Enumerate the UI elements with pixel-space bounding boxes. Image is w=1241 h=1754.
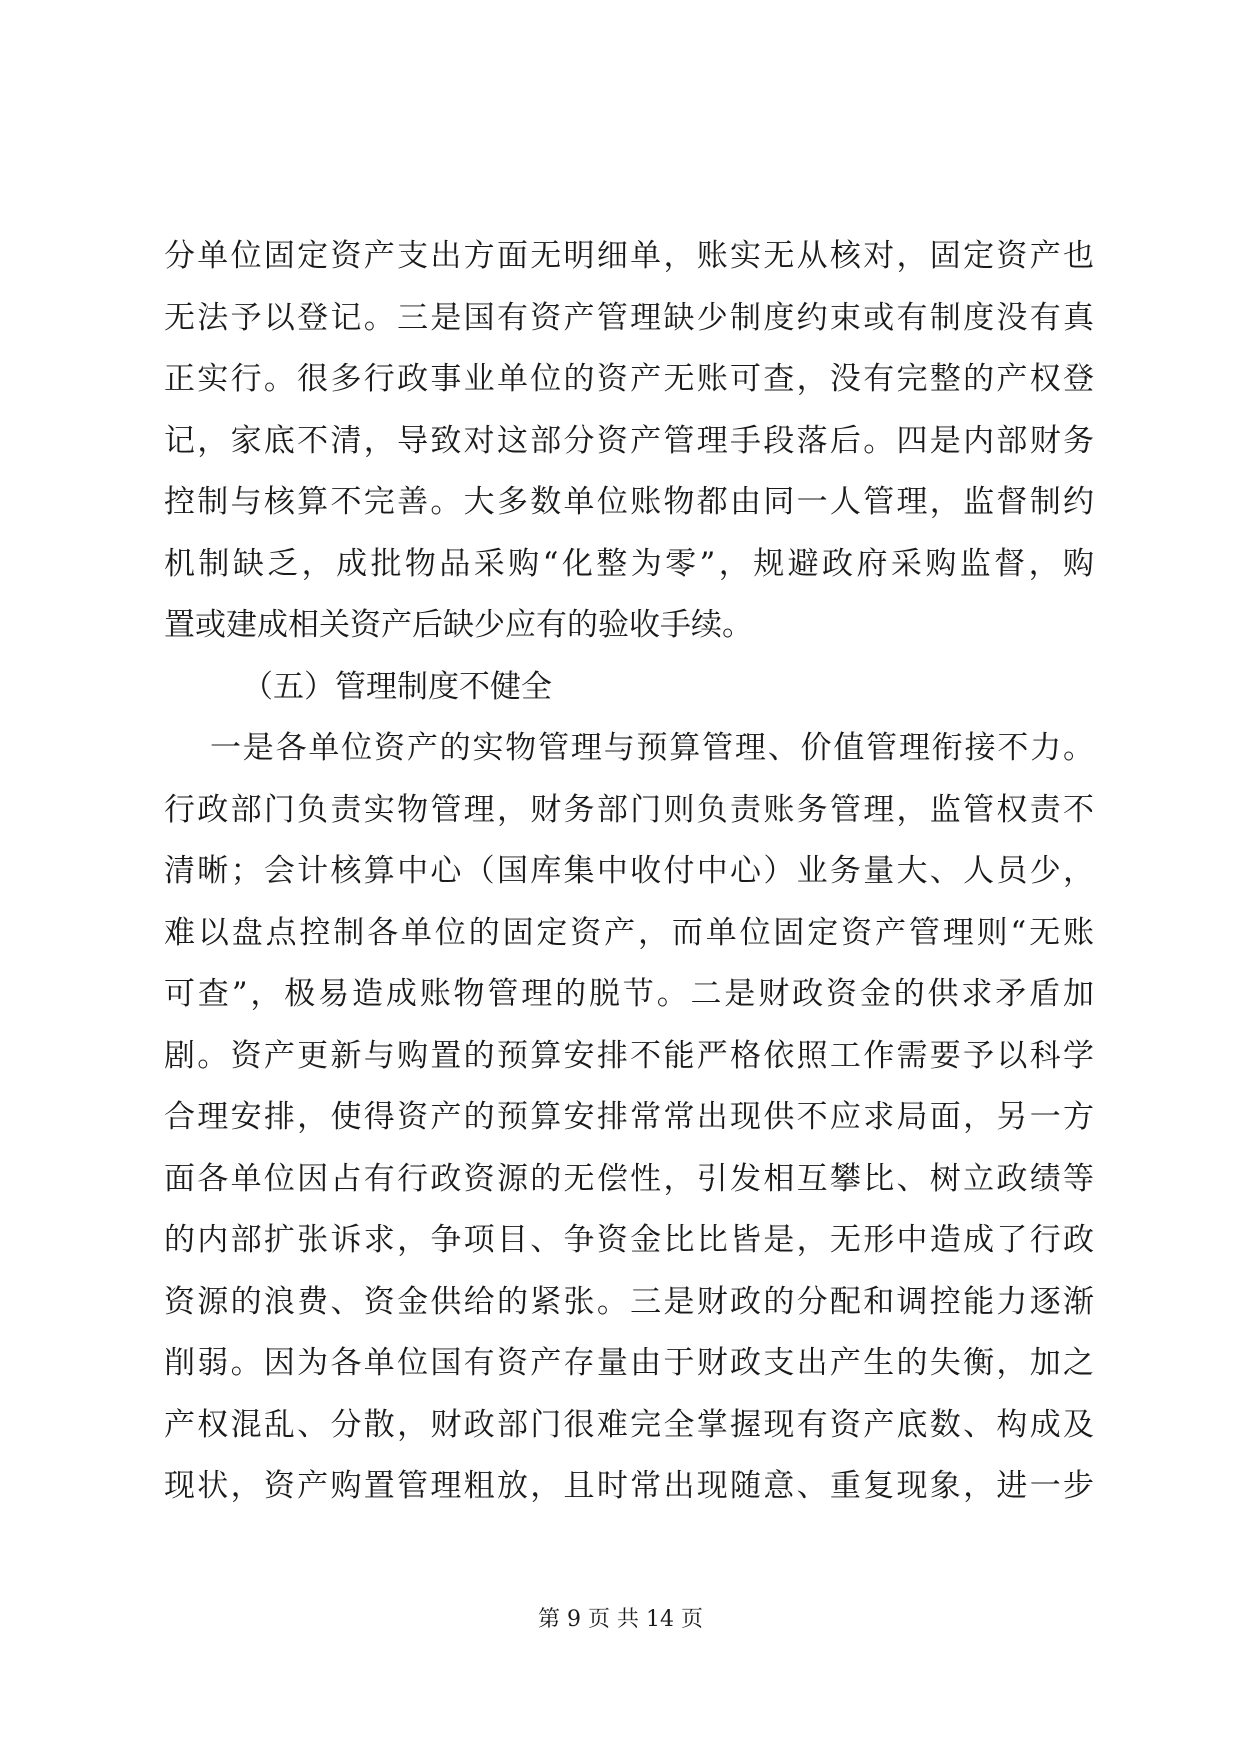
text-line: 分单位固定资产支出方面无明细单，账实无从核对，固定资产也 [164, 238, 1094, 274]
section-heading: （五）管理制度不健全 [242, 668, 552, 705]
text-line: 无法予以登记。三是国有资产管理缺少制度约束或有制度没有真 [164, 299, 1094, 336]
text-line: 产权混乱、分散，财政部门很难完全掌握现有资产底数、构成及 [164, 1406, 1094, 1443]
body-text [164, 226, 1094, 1518]
text-line: 控制与核算不完善。大多数单位账物都由同一人管理，监督制约 [164, 484, 1094, 520]
text-line: 面各单位因占有行政资源的无偿性，引发相互攀比、树立政绩等 [164, 1160, 1094, 1197]
text-line: 合理安排，使得资产的预算安排常常出现供不应求局面，另一方 [164, 1099, 1094, 1135]
text-line: 资源的浪费、资金供给的紧张。三是财政的分配和调控能力逐渐 [164, 1283, 1094, 1320]
text-line: 记，家底不清，导致对这部分资产管理手段落后。四是内部财务 [164, 422, 1094, 459]
text-line: 削弱。因为各单位国有资产存量由于财政支出产生的失衡，加之 [164, 1345, 1094, 1381]
text-line: 清晰；会计核算中心（国库集中收付中心）业务量大、人员少， [164, 853, 1094, 889]
text-line: 现状，资产购置管理粗放，且时常出现随意、重复现象，进一步 [164, 1468, 1094, 1504]
text-line: 机制缺乏，成批物品采购“化整为零”，规避政府采购监督，购 [164, 545, 1094, 582]
text-line: 置或建成相关资产后缺少应有的验收手续。 [164, 607, 753, 643]
text-line: 可查”，极易造成账物管理的脱节。二是财政资金的供求矛盾加 [164, 976, 1094, 1012]
text-line: 剧。资产更新与购置的预算安排不能严格依照工作需要予以科学 [164, 1037, 1094, 1074]
page-number-footer: 第 9 页 共 14 页 [538, 1607, 703, 1632]
text-line: 难以盘点控制各单位的固定资产，而单位固定资产管理则“无账 [164, 914, 1094, 951]
text-line: 行政部门负责实物管理，财务部门则负责账务管理，监管权责不 [164, 791, 1094, 828]
text-line: 正实行。很多行政事业单位的资产无账可查，没有完整的产权登 [164, 361, 1094, 397]
text-line: 一是各单位资产的实物管理与预算管理、价值管理衔接不力。 [210, 730, 1094, 766]
text-line: 的内部扩张诉求，争项目、争资金比比皆是，无形中造成了行政 [164, 1222, 1094, 1258]
